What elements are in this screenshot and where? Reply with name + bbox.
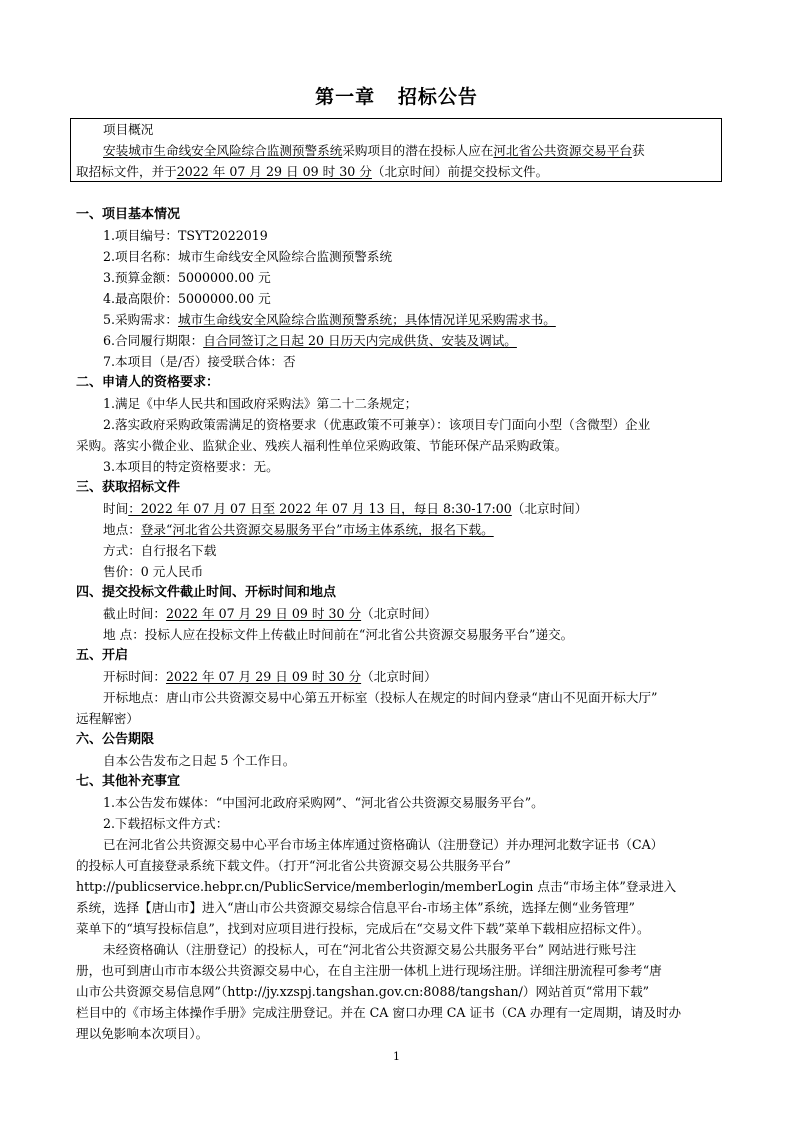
section-2-heading: 二、申请人的资格要求： (76, 375, 220, 390)
s5-time-value: 2022 年 07 月 29 日 09 时 30 分 (165, 669, 362, 684)
s3-time-value: ：2022 年 07 月 07 日至 2022 年 07 月 13 日，每日 8:30-17:00 (128, 501, 512, 516)
s1-item-2: 2.项目名称：城市生命线安全风险综合监测预警系统 (103, 249, 393, 264)
s6-text: 自本公告发布之日起 5 个工作日。 (103, 753, 296, 768)
overview-line-1 (103, 142, 645, 160)
s5-time-label: 开标时间： (103, 669, 166, 684)
s3-method: 方式：自行报名下载 (103, 543, 217, 558)
s7-para-2-line-4: 栏目中的《市场主体操作手册》完成注册登记。并在 CA 窗口办理 CA 证书（CA 办理有一定周期，请及时办 (76, 1005, 682, 1020)
overview-line-2 (76, 163, 548, 181)
s4-deadline-label: 截止时间： (103, 606, 166, 621)
section-3-heading: 三、获取招标文件 (76, 480, 181, 495)
s3-place-label: 地点： (103, 522, 141, 537)
s5-time (103, 668, 437, 686)
s3-time-label: 时间 (103, 501, 129, 516)
s7-para-1-line-4: 系统，选择【唐山市】进入“唐山市公共资源交易综合信息平台-市场主体”系统，选择左侧“业务管理” (76, 900, 635, 915)
s2-item-3: 3.本项目的特定资格要求：无。 (103, 459, 279, 474)
s7-para-2-line-2: 册，也可到唐山市市本级公共资源交易中心，在自主注册一体机上进行现场注册。详细注册流程可参考“唐 (76, 963, 662, 978)
s3-price: 售价：0 元人民币 (103, 564, 204, 579)
s2-item-2-line-1: 2.落实政府采购政策需满足的资格要求（优惠政策不可兼享）：该项目专门面向小型（含微型）企业 (103, 417, 651, 432)
section-7-heading: 七、其他补充事宜 (76, 774, 181, 789)
s7-para-1-line-5: 菜单下的“填写投标信息”，找到对应项目进行投标，完成后在“交易文件下载”菜单下载相应招标文件）。 (76, 921, 650, 936)
s3-place (103, 521, 494, 539)
s4-deadline (103, 605, 437, 623)
s4-deadline-value: 2022 年 07 月 29 日 09 时 30 分 (165, 606, 362, 621)
s1-item-5-value: 城市生命线安全风险综合监测预警系统；具体情况详见采购需求书。 (178, 312, 556, 327)
page-number: 1 (393, 1050, 400, 1063)
overview-line-2-pre: 取招标文件，并于 (76, 164, 177, 179)
s2-item-1: 1.满足《中华人民共和国政府采购法》第二十二条规定； (103, 396, 418, 411)
s1-item-1: 1.项目编号：TSYT2022019 (103, 228, 268, 243)
s7-item-2: 2.下载招标文件方式： (103, 816, 229, 831)
overview-deadline: 2022 年 07 月 29 日 09 时 30 分 (176, 164, 372, 179)
overview-line-1-tail: 获 (631, 143, 645, 158)
s4-place: 地 点：投标人应在投标文件上传截止时间前在“河北省公共资源交易服务平台”递交。 (103, 627, 574, 642)
section-1-heading: 一、项目基本情况 (76, 207, 181, 222)
overview-heading: 项目概况 (103, 122, 154, 137)
s3-time-note: （北京时间） (511, 501, 588, 516)
section-5-heading: 五、开启 (76, 648, 129, 663)
chapter-title: 第一章 招标公告 (315, 86, 478, 108)
section-6-heading: 六、公告期限 (76, 732, 155, 747)
s5-place-line-2: 远程解密） (76, 711, 139, 726)
s2-item-2-line-2: 采购。落实小微企业、监狱企业、残疾人福利性单位采购政策、节能环保产品采购政策。 (76, 438, 568, 453)
overview-platform: 河北省公共资源交易平台 (493, 143, 632, 158)
s7-para-2-line-5: 理以免影响本次项目）。 (76, 1026, 209, 1041)
s1-item-5-label: 5.采购需求： (103, 312, 178, 327)
s1-item-4: 4.最高限价：5000000.00 元 (103, 291, 271, 306)
overview-line-1-mid: 采购项目的潜在投标人应在 (342, 143, 494, 158)
s5-time-note: （北京时间） (361, 669, 437, 684)
s1-item-3: 3.预算金额：5000000.00 元 (103, 270, 271, 285)
overview-line-2-post: （北京时间）前提交投标文件。 (371, 164, 549, 179)
section-4-heading: 四、提交投标文件截止时间、开标时间和地点 (76, 585, 337, 600)
s7-para-2-line-1: 未经资格确认（注册登记）的投标人，可在“河北省公共资源交易公共服务平台” 网站进行账号注 (103, 942, 637, 957)
s7-para-2-line-3: 山市公共资源交易信息网”（http://jy.xzspj.tangshan.gov.cn:8088/tangshan/）网站首页“常用下载” (76, 984, 650, 999)
s4-deadline-note: （北京时间） (361, 606, 437, 621)
s5-place-line-1: 开标地点：唐山市公共资源交易中心第五开标室（投标人在规定的时间内登录“唐山不见面开标大厅” (103, 690, 658, 705)
s3-time (103, 500, 587, 518)
s7-para-1-line-1: 已在河北省公共资源交易中心平台市场主体库通过资格确认（注册登记）并办理河北数字证书（CA） (103, 837, 664, 852)
s7-para-1-line-3: http://publicservice.hebpr.cn/PublicService/memberlogin/memberLogin 点击“市场主体”登录进入 (76, 879, 677, 894)
s1-item-5 (103, 311, 556, 329)
overview-project-name: 安装城市生命线安全风险综合监测预警系统 (103, 143, 343, 158)
s3-place-value: 登录“河北省公共资源交易服务平台”市场主体系统，报名下载。 (140, 522, 494, 537)
s7-item-1: 1.本公告发布媒体：“中国河北政府采购网”、“河北省公共资源交易服务平台”。 (103, 795, 544, 810)
s1-item-7: 7.本项目（是/否）接受联合体：否 (103, 354, 296, 369)
s1-item-6-value: 自合同签订之日起 20 日历天内完成供货、安装及调试。 (203, 333, 517, 348)
s7-para-1-line-2: 的投标人可直接登录系统下载文件。（打开“河北省公共资源交易公共服务平台” (76, 858, 511, 873)
s1-item-6-label: 6.合同履行期限： (103, 333, 204, 348)
s1-item-6 (103, 332, 517, 350)
